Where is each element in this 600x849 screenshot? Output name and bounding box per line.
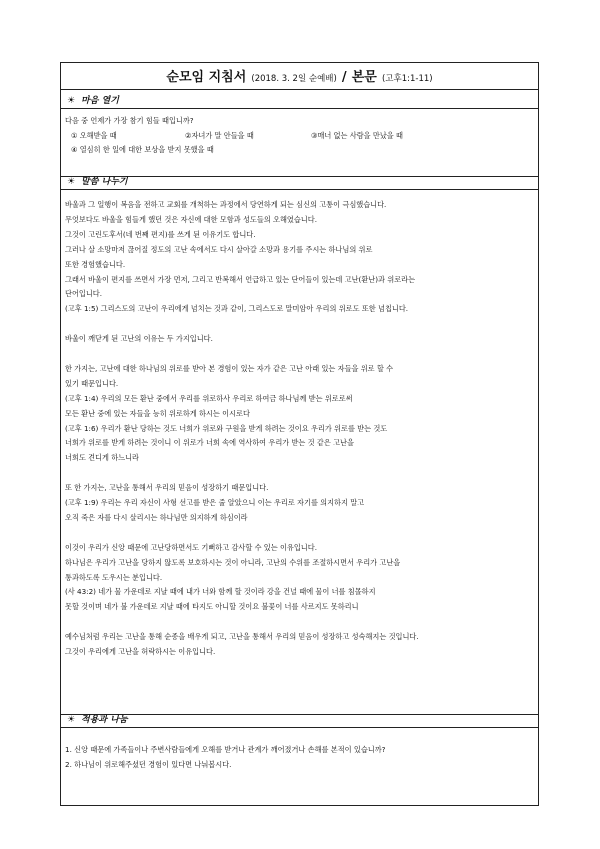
option-4: ④ 열심히 한 일에 대한 보상을 받지 못했을 때 [71, 145, 214, 154]
open-question: 다음 중 언제가 가장 참기 힘들 때입니까? [65, 116, 194, 125]
share-line: 모든 환난 중에 있는 자들을 능히 위로하게 하시는 이시로다 [65, 408, 250, 418]
title-date: (2018. 3. 2일 순예배) [251, 74, 337, 84]
title-bonmun: 본문 [351, 70, 377, 85]
share-line: 하나님은 우리가 고난을 당하지 않도록 보호하시는 것이 아니라, 고난의 수위를 조절하시면서 우리가 고난을 [65, 557, 401, 567]
sun-icon: ☀ [67, 96, 76, 106]
share-line: 그래서 바울이 편지를 쓰면서 가장 먼저, 그리고 반복해서 언급하고 있는 단어들이 있는데 고난(환난)과 위로라는 [65, 274, 416, 284]
option-2: ②자녀가 말 안들을 때 [185, 131, 254, 140]
section-heading-apply-label: 적용과 나눔 [81, 715, 128, 725]
share-line: 너희도 견디게 하느니라 [65, 453, 140, 463]
document-frame [60, 62, 539, 806]
share-line: 오직 죽은 자를 다시 살리시는 하나님만 의지하게 하심이라 [65, 512, 248, 522]
section-heading-share-label: 말씀 나누기 [81, 177, 128, 187]
title-row [61, 63, 538, 90]
apply-line-2: 2. 하나님이 위로해주셨던 경험이 있다면 나눠봅시다. [65, 760, 232, 769]
share-line: 무엇보다도 바울을 힘들게 했던 것은 자신에 대한 모함과 성도들의 오해였습니다. [65, 214, 317, 224]
section-heading-apply [61, 714, 538, 728]
share-line: 예수님처럼 우리는 고난을 통해 순종을 배우게 되고, 고난을 통해서 우리의 믿음이 성장하고 성숙해지는 것입니다. [65, 632, 419, 642]
share-line: 통과하도록 도우시는 분입니다. [65, 572, 163, 582]
sun-icon: ☀ [67, 715, 76, 725]
share-line: 한 가지는, 고난에 대한 하나님의 위로를 받아 본 경험이 있는 자가 같은 고난 아래 있는 자들을 위로 할 수 [65, 363, 394, 373]
apply-line-1: 1. 신앙 때문에 가족들이나 주변사람들에게 오해를 받거나 관계가 깨어졌거나 손해를 본적이 있습니까? [65, 745, 386, 754]
sun-icon: ☀ [67, 177, 76, 187]
share-line: 바울과 그 일행이 복음을 전하고 교회를 개척하는 과정에서 당연하게 되는 심신의 고통이 극심했습니다. [65, 200, 387, 209]
title-reference: (고후1:1-11) [381, 74, 433, 84]
share-line: 못할 것이며 네가 불 가운데로 지날 때에 타지도 아니할 것이요 불꽃이 너를 사르지도 못하리니 [65, 602, 359, 612]
share-line: 또 한 가지는, 고난을 통해서 우리의 믿음이 성장하기 때문입니다. [65, 483, 269, 493]
share-line: 그러나 살 소망마저 끊어질 정도의 고난 속에서도 다시 살아갈 소망과 용기를 주시는 하나님의 위로 [65, 244, 373, 254]
share-line: (사 43:2) 네가 물 가운데로 지날 때에 내가 너와 함께 할 것이라 강을 건널 때에 물이 너를 침몰하지 [65, 587, 376, 597]
share-line: 단어입니다. [65, 289, 103, 299]
section-heading-open-label: 마음 열기 [81, 96, 119, 106]
section-heading-share [61, 176, 538, 190]
share-line: 그것이 고린도후서(네 번째 편지)를 쓰게 된 이유기도 합니다. [65, 229, 256, 239]
share-line: (고후 1:4) 우리의 모든 환난 중에서 우리를 위로하사 우리로 하여금 하나님께 받는 위로로써 [65, 393, 353, 403]
share-line: 이것이 우리가 신앙 때문에 고난당하면서도 기뻐하고 감사할 수 있는 이유입니다. [65, 542, 317, 552]
option-3: ③매너 없는 사람을 만났을 때 [311, 131, 403, 140]
share-line: (고후 1:9) 우리는 우리 자신이 사형 선고를 받은 줄 알았으니 이는 우리로 자기를 의지하지 말고 [65, 498, 365, 507]
option-1: ① 오해받을 때 [71, 131, 117, 140]
share-line: 또한 경험했습니다. [65, 259, 126, 269]
share-line: (고후 1:5) 그리스도의 고난이 우리에게 넘치는 것과 같이, 그리스도로 말미암아 우리의 위로도 또한 넘칩니다. [65, 304, 409, 314]
title-separator: / [341, 70, 347, 85]
share-line: 그것이 우리에게 고난을 허락하시는 이유입니다. [65, 647, 216, 656]
share-line: 바울이 깨닫게 된 고난의 이유는 두 가지입니다. [65, 334, 213, 344]
share-line: (고후 1:6) 우리가 환난 당하는 것도 너희가 위로와 구원을 받게 하려는 것이요 우리가 위로를 받는 것도 [65, 423, 388, 433]
share-line: 있기 때문입니다. [65, 378, 119, 388]
section-heading-open [61, 96, 538, 109]
page-title: 순모임 지침서 [166, 70, 247, 85]
share-line: 너희가 위로를 받게 하려는 것이니 이 위로가 너희 속에 역사하여 우리가 받는 것 같은 고난을 [65, 438, 354, 448]
